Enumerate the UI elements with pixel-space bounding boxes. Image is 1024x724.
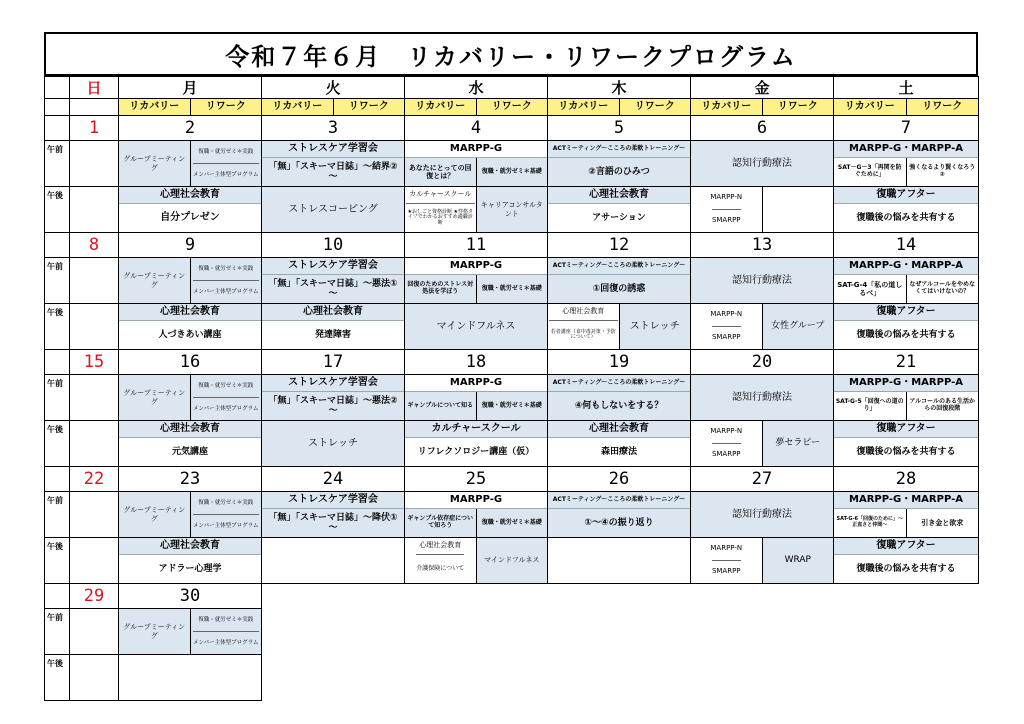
program-cell — [405, 375, 548, 421]
am-label: 午前 — [45, 492, 70, 538]
date: 12 — [548, 233, 691, 258]
program-cell — [119, 141, 262, 187]
pm-label: 午後 — [45, 421, 70, 467]
date: 23 — [119, 467, 262, 492]
program-body: 夢セラピー — [762, 421, 834, 466]
program-head: 心理社会教育 — [119, 187, 261, 204]
date-sunday: 15 — [70, 350, 119, 375]
date: 5 — [548, 116, 691, 141]
program-body: 復職後の悩みを共有する — [856, 446, 956, 457]
program-cell — [834, 421, 979, 467]
program-body: ①～④の振り返り — [584, 517, 654, 528]
program-body: 若者講座（食中毒対策・予防について） — [549, 320, 618, 349]
program-cell — [548, 421, 691, 467]
weekday-header — [45, 77, 979, 99]
program-body: 復職後の悩みを共有する — [856, 212, 956, 223]
program-head: ストレスケア学習会 — [262, 141, 404, 158]
program-cell — [834, 538, 979, 584]
week-5-am — [45, 609, 979, 655]
week-2-am — [45, 258, 979, 304]
date: 11 — [405, 233, 548, 258]
program-body: 認知行動療法 — [732, 157, 792, 169]
program-head: 心理社会教育 — [119, 304, 261, 321]
program-cell — [548, 375, 691, 421]
date-sunday: 8 — [70, 233, 119, 258]
fukushoku-seminar: 復職・就労ゼミ＊実践 — [198, 499, 254, 506]
member-program: メンバー主体型プログラム — [193, 397, 259, 420]
date: 6 — [691, 116, 834, 141]
program-cell — [548, 258, 691, 304]
smarpp: SMARPP — [712, 560, 741, 583]
member-program: メンバー主体型プログラム — [193, 163, 259, 186]
program-cell — [548, 141, 691, 187]
date: 27 — [691, 467, 834, 492]
program-cell — [405, 421, 548, 467]
program-head: MARPP-G・MARPP-A — [834, 258, 978, 275]
member-program: メンバー主体型プログラム — [193, 631, 259, 654]
program-body: SAT-G-4「私の道しるべ」 — [837, 280, 903, 297]
program-cell — [262, 492, 405, 538]
program-head: 心理社会教育 — [119, 421, 261, 438]
program-cell — [119, 258, 262, 304]
recovery-label: リカバリー — [701, 101, 752, 113]
weekday-sat: 土 — [834, 77, 979, 99]
program-cell — [691, 421, 834, 467]
member-program: メンバー主体型プログラム — [193, 280, 259, 303]
weekday-tue: 火 — [262, 77, 405, 99]
recovery-label: リカバリー — [558, 101, 609, 113]
group-meeting: グループミーティング — [123, 506, 186, 523]
program-body: なぜアルコールをやめなくてはいけないの？ — [906, 275, 979, 303]
program-cell — [834, 258, 979, 304]
fukushoku-kiso: 復職・就労ゼミ＊基礎 — [476, 392, 548, 420]
program-cell — [262, 141, 405, 187]
program-body: リフレクソロジー講座（仮） — [417, 446, 535, 457]
culture-school: カルチャースクール — [409, 190, 472, 199]
program-cell — [262, 187, 405, 233]
smarpp: SMARPP — [712, 443, 741, 466]
fukushoku-seminar: 復職・就労ゼミ＊実践 — [198, 265, 254, 272]
week-5-pm — [45, 655, 979, 701]
program-body: あなたにとっての回復とは？ — [408, 163, 472, 180]
program-body: 「無」「スキーマ日誌」～悪法②～ — [268, 395, 398, 416]
group-meeting: グループミーティング — [123, 623, 186, 640]
weekday-thu: 木 — [548, 77, 691, 99]
program-head: ACTミーティング～こころの柔軟トレーニング～ — [548, 141, 690, 158]
am-label: 午前 — [45, 375, 70, 421]
program-body: 認知行動療法 — [732, 274, 792, 286]
week-2-pm — [45, 304, 979, 350]
program-head: MARPP-G — [405, 258, 547, 275]
program-body: WRAP — [762, 538, 834, 583]
fukushoku-kiso: 復職・就労ゼミ＊基礎 — [476, 158, 548, 186]
date: 19 — [548, 350, 691, 375]
program-head: ストレスケア学習会 — [262, 375, 404, 392]
rework-label: リワーク — [476, 99, 548, 115]
program-cell — [262, 421, 405, 467]
week-2-dates — [45, 233, 979, 258]
program-cell — [834, 304, 979, 350]
pm-label: 午後 — [45, 538, 70, 584]
program-body: 自分プレゼン — [160, 212, 220, 224]
weekday-fri: 金 — [691, 77, 834, 99]
am-label: 午前 — [45, 258, 70, 304]
date: 17 — [262, 350, 405, 375]
group-meeting: グループミーティング — [123, 272, 186, 289]
program-body: 森田療法 — [600, 446, 637, 457]
program-cell — [548, 187, 691, 233]
week-1-dates — [45, 116, 979, 141]
date: 24 — [262, 467, 405, 492]
program-body: マインドフルネス — [476, 538, 548, 583]
program-cell — [691, 492, 834, 538]
rework-label: リワーク — [619, 99, 691, 115]
program-cell — [834, 187, 979, 233]
program-cell — [691, 375, 834, 421]
program-body: 引き金と欲求 — [906, 509, 979, 537]
fukushoku-seminar: 復職・就労ゼミ＊実践 — [198, 382, 254, 389]
recovery-rework-header — [45, 99, 979, 116]
weekday-mon: 月 — [119, 77, 262, 99]
program-body: ストレスコーピング — [288, 203, 378, 215]
recovery-label: リカバリー — [272, 101, 323, 113]
smarpp: SMARPP — [712, 326, 741, 349]
program-body: ★おしごと資格診断 ★性格タイプでわかるおすすめ適職診断 — [406, 203, 475, 232]
recovery-label: リカバリー — [129, 101, 180, 113]
pm-label: 午後 — [45, 655, 70, 701]
date: 20 — [691, 350, 834, 375]
fukushoku-kiso: 復職・就労ゼミ＊基礎 — [476, 275, 548, 303]
program-body: マインドフルネス — [436, 320, 516, 332]
program-body: 認知行動療法 — [732, 391, 792, 403]
date: 25 — [405, 467, 548, 492]
program-cell — [119, 538, 262, 584]
smarpp: SMARPP — [712, 209, 741, 232]
program-body: 元気講座 — [171, 446, 208, 457]
date: 30 — [119, 584, 262, 609]
program-head: ストレスケア学習会 — [262, 258, 404, 275]
week-1-am — [45, 141, 979, 187]
date: 16 — [119, 350, 262, 375]
program-cell — [119, 375, 262, 421]
program-head: MARPP-G・MARPP-A — [834, 141, 978, 158]
program-cell — [119, 492, 262, 538]
am-label: 午前 — [45, 609, 70, 655]
rework-label: リワーク — [906, 99, 979, 115]
program-cell — [834, 141, 979, 187]
program-head: ACTミーティング～こころの柔軟トレーニング～ — [548, 375, 690, 392]
program-cell — [691, 258, 834, 304]
marpp-n: MARPP-N — [710, 310, 743, 319]
program-body: アドラー心理学 — [158, 563, 222, 574]
date: 14 — [834, 233, 979, 258]
program-cell — [691, 141, 834, 187]
program-head: 復職アフター — [834, 187, 978, 204]
program-body: 復職後の悩みを共有する — [856, 329, 956, 340]
date-sunday: 1 — [70, 116, 119, 141]
program-head: 心理社会教育 — [419, 541, 462, 550]
program-body: 復職後の悩みを共有する — [856, 563, 956, 574]
program-body: ④何もしないをする？ — [574, 400, 664, 411]
program-cell — [119, 609, 262, 655]
rework-label: リワーク — [762, 99, 834, 115]
program-cell — [405, 187, 548, 233]
program-head: カルチャースクール — [405, 421, 547, 438]
rework-label: リワーク — [190, 99, 262, 115]
program-body: 「無」「スキーマ日誌」～降伏①～ — [268, 512, 398, 533]
week-4-dates — [45, 467, 979, 492]
program-body: 認知行動療法 — [732, 508, 792, 520]
page-title: 令和７年６月 リカバリー・リワークプログラム — [44, 32, 978, 76]
program-body: 回復のためのストレス対処法を学ぼう — [407, 281, 474, 295]
program-body: SAT-G-5「回復への道のり」 — [835, 398, 904, 412]
program-body: SAT-G-6「回復のために」～正直さと仲間～ — [836, 516, 903, 528]
date-sunday: 29 — [70, 584, 119, 609]
program-cell — [119, 304, 262, 350]
program-cell — [691, 187, 834, 233]
program-cell — [405, 538, 548, 584]
program-cell — [119, 421, 262, 467]
program-head: ACTミーティング～こころの柔軟トレーニング～ — [548, 492, 690, 509]
group-meeting: グループミーティング — [123, 389, 186, 406]
program-body: ①回復の誘惑 — [592, 283, 646, 294]
program-body: 「無」「スキーマ日誌」～悪法①～ — [268, 278, 398, 299]
am-label: 午前 — [45, 141, 70, 187]
program-cell — [548, 492, 691, 538]
program-head: MARPP-G・MARPP-A — [834, 492, 978, 509]
fukushoku-seminar: 復職・就労ゼミ＊実践 — [198, 616, 254, 623]
program-body: アサーション — [592, 212, 646, 223]
program-head: 心理社会教育 — [548, 421, 690, 438]
date: 2 — [119, 116, 262, 141]
program-cell — [262, 304, 405, 350]
date: 9 — [119, 233, 262, 258]
date-sunday: 22 — [70, 467, 119, 492]
program-cell — [405, 258, 548, 304]
program-head: MARPP-G — [405, 375, 547, 392]
program-body: ストレッチ — [619, 304, 691, 349]
program-head: 復職アフター — [834, 304, 978, 321]
weekday-wed: 水 — [405, 77, 548, 99]
program-head: 心理社会教育 — [119, 538, 261, 555]
rework-label: リワーク — [333, 99, 405, 115]
fukushoku-seminar: 復職・就労ゼミ＊実践 — [198, 148, 254, 155]
program-calendar — [44, 76, 979, 701]
date: 7 — [834, 116, 979, 141]
program-cell — [262, 375, 405, 421]
pm-label: 午後 — [45, 304, 70, 350]
week-4-am — [45, 492, 979, 538]
program-head: MARPP-G・MARPP-A — [834, 375, 978, 392]
week-5-dates — [45, 584, 979, 609]
program-cell — [405, 304, 548, 350]
program-head: 復職アフター — [834, 421, 978, 438]
program-head: 心理社会教育 — [262, 304, 404, 321]
recovery-label: リカバリー — [844, 101, 895, 113]
program-body: 人づきあい講座 — [158, 329, 222, 340]
date: 21 — [834, 350, 979, 375]
program-body: 「無」「スキーマ日誌」～結界②～ — [268, 161, 398, 182]
program-body: ストレッチ — [308, 437, 358, 449]
week-3-dates — [45, 350, 979, 375]
date: 28 — [834, 467, 979, 492]
pm-label: 午後 — [45, 187, 70, 233]
program-cell — [405, 492, 548, 538]
weekday-sun: 日 — [70, 77, 119, 99]
week-3-pm — [45, 421, 979, 467]
program-cell — [691, 538, 834, 584]
program-body: 強くなるより賢くなろう② — [906, 158, 979, 186]
program-body: ギャンブルについて知る — [407, 401, 474, 409]
program-cell — [691, 304, 834, 350]
week-3-am — [45, 375, 979, 421]
marpp-n: MARPP-N — [710, 193, 743, 202]
program-body: ギャンブル依存症について知ろう — [407, 515, 474, 529]
date: 26 — [548, 467, 691, 492]
program-body: 女性グループ — [762, 304, 834, 349]
program-body: アルコールのある生活からの回復段階 — [906, 392, 979, 420]
date: 3 — [262, 116, 405, 141]
date: 4 — [405, 116, 548, 141]
program-body: ②言語のひみつ — [588, 166, 650, 177]
program-body: 発達障害 — [314, 329, 351, 340]
program-body: SAT－G－3「再関を防ぐために」 — [837, 164, 902, 178]
program-cell — [405, 141, 548, 187]
program-body: キャリアコンサルタント — [476, 187, 548, 232]
week-4-pm — [45, 538, 979, 584]
recovery-label: リカバリー — [415, 101, 466, 113]
program-cell — [262, 258, 405, 304]
date: 13 — [691, 233, 834, 258]
program-head: MARPP-G — [405, 492, 547, 509]
program-head: ストレスケア学習会 — [262, 492, 404, 509]
week-1-pm — [45, 187, 979, 233]
date: 10 — [262, 233, 405, 258]
date: 18 — [405, 350, 548, 375]
program-cell — [548, 304, 691, 350]
program-cell — [119, 187, 262, 233]
program-head: ACTミーティング～こころの柔軟トレーニング～ — [548, 258, 690, 275]
marpp-n: MARPP-N — [710, 427, 743, 436]
program-head: 復職アフター — [834, 538, 978, 555]
fukushoku-kiso: 復職・就労ゼミ＊基礎 — [476, 509, 548, 537]
member-program: メンバー主体型プログラム — [193, 514, 259, 537]
program-cell — [834, 492, 979, 538]
marpp-n: MARPP-N — [710, 544, 743, 553]
program-body: 介護保険について — [416, 554, 464, 583]
program-head: 心理社会教育 — [548, 187, 690, 204]
group-meeting: グループミーティング — [123, 155, 186, 172]
program-head: 心理社会教育 — [562, 307, 605, 316]
program-head: MARPP-G — [405, 141, 547, 158]
program-cell — [834, 375, 979, 421]
